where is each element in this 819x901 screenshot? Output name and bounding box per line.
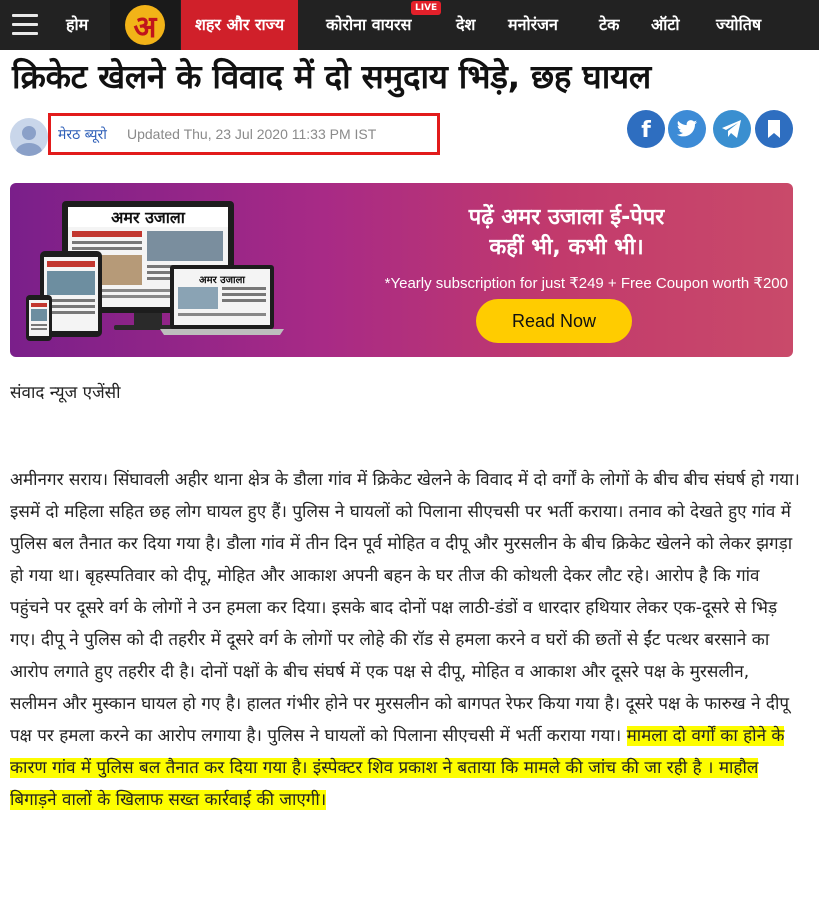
telegram-share-button[interactable]	[713, 110, 751, 148]
article-body	[10, 464, 800, 816]
hamburger-menu-icon[interactable]	[12, 14, 38, 36]
banner-title-line1: पढ़ें अमर उजाला ई-पेपर	[468, 205, 665, 230]
author-link[interactable]: मेरठ ब्यूरो	[58, 127, 107, 143]
amar-ujala-logo[interactable]	[110, 0, 180, 50]
nav-item-manoranjan[interactable]: मनोरंजन	[508, 15, 558, 34]
author-avatar	[10, 118, 48, 156]
article-headline: क्रिकेट खेलने के विवाद में दो समुदाय भिड़े, छह घायल	[12, 57, 651, 96]
banner-title-line2: कहीं भी, कभी भी।	[489, 235, 644, 260]
twitter-icon	[676, 119, 698, 139]
nav-item-corona-virus[interactable]: कोरोना वायरस	[326, 15, 412, 34]
highlighted-article-text: मामला दो वर्गों का होने के कारण गांव में पुलिस बल तैनात कर दिया गया है। इंस्पेक्टर शिव प्रकाश ने बताया कि मामले की जांच की जा रही है । माहौल बिगाड़ने वालों के खिलाफ सख्त कार्रवाई की जाएगी।	[10, 726, 785, 810]
bookmark-button[interactable]	[755, 110, 793, 148]
nav-item-home[interactable]: होम	[66, 15, 89, 34]
article-text: अमीनगर सराय। सिंघावली अहीर थाना क्षेत्र के डौला गांव में क्रिकेट खेलने के विवाद में दो वर्गों के लोगों के बीच बीच संघर्ष हो गया। इसमें दो महिला सहित छह लोग घायल हुए हैं। पुलिस ने घायलों को पिलाना सीएचसी पर भर्ती कराया। तनाव को देखते हुए गांव में पुलिस बल तैनात कर दिया गया है। डौला गांव में तीन दिन पूर्व मोहित व दीपू और मुरसलीन के बीच क्रिकेट खेलने को लेकर झगड़ा हो गया था। बृहस्पतिवार को दीपू, मोहित और आकाश अपनी बहन के घर तीज की कोथली देकर लौट रहे। आरोप है कि गांव पहुंचने पर दूसरे वर्ग के लोगों ने उन हमला कर दिया। इसके बाद दोनों पक्ष लाठी-डंडों व धारदार हथियार लेकर एक-दूसरे से भिड़ गए। दीपू ने पुलिस को दी तहरीर में दूसरे वर्ग के लोगों पर लोहे की रॉड से हमला करने व घरों की छतों से ईंट पत्थर बरसाने का आरोप लगाते हुए तहरीर दी है। दोनों पक्षों के बीच संघर्ष में एक पक्ष से दीपू, मोहित व आकाश और दूसरे पक्ष के मुरसलीन, सलीमन और मुस्कान घायल हो गए है। हालत गंभीर होने पर मुरसलीन को बागपत रेफर किया गया है। दूसरे पक्ष के फारुख ने दीपू पक्ष पर हमला करने का आरोप लगाया है। पुलिस ने घायलों को पिलाना सीएचसी में भर्ती कराया गया।	[10, 470, 800, 746]
facebook-share-button[interactable]	[627, 110, 665, 148]
bookmark-icon	[766, 119, 782, 139]
svg-text:अ: अ	[133, 10, 157, 45]
paper-masthead: अमर उजाला	[111, 208, 185, 227]
article-paragraph	[10, 464, 800, 816]
svg-text:f: f	[641, 118, 651, 140]
nav-item-desh[interactable]: देश	[456, 15, 476, 34]
twitter-share-button[interactable]	[668, 110, 706, 148]
news-agency-credit: संवाद न्यूज एजेंसी	[10, 383, 121, 403]
read-now-button[interactable]: Read Now	[476, 299, 632, 343]
banner-title	[10, 203, 793, 263]
top-nav-bar	[0, 0, 819, 50]
nav-item-city-state[interactable]: शहर और राज्य	[181, 0, 298, 50]
nav-item-jyotish[interactable]: ज्योतिष	[716, 15, 762, 34]
banner-subscription-text: *Yearly subscription for just ₹249 + Free Coupon worth ₹200	[384, 275, 788, 292]
user-icon	[10, 118, 48, 156]
nav-item-tech[interactable]: टेक	[599, 15, 620, 34]
telegram-icon	[721, 119, 743, 139]
live-badge: LIVE	[411, 1, 441, 15]
facebook-icon	[636, 118, 656, 140]
updated-timestamp: Updated Thu, 23 Jul 2020 11:33 PM IST	[127, 126, 377, 142]
svg-text:अमर उजाला: अमर उजाला	[198, 275, 246, 286]
nav-item-auto[interactable]: ऑटो	[651, 15, 680, 34]
epaper-promo-banner[interactable]	[10, 183, 793, 357]
